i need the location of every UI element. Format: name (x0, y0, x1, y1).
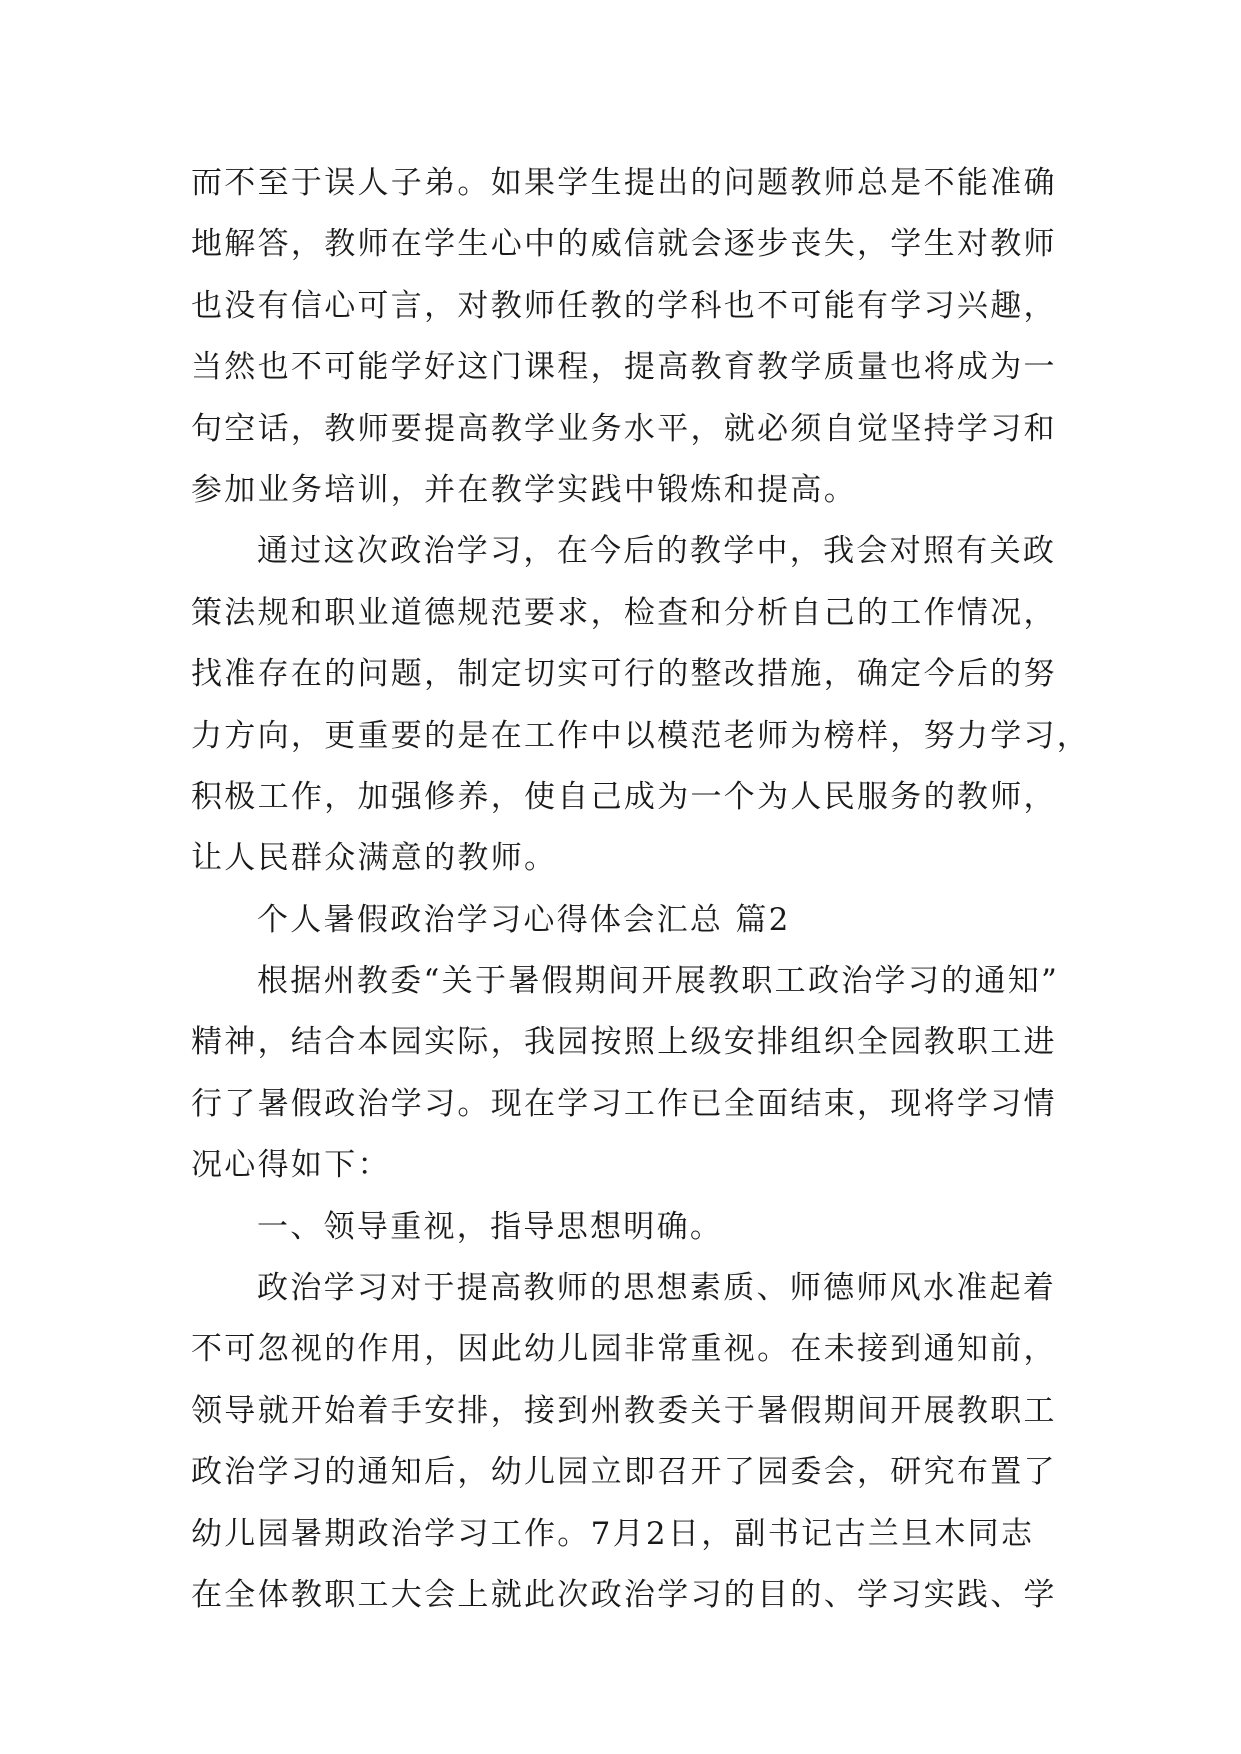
text-line: 精神，结合本园实际，我园按照上级安排组织全园教职工进 (191, 1024, 1057, 1061)
text-line: 在全体教职工大会上就此次政治学习的目的、学习实践、学 (191, 1576, 1057, 1613)
paragraph (191, 521, 1091, 889)
paragraph (191, 890, 1071, 951)
text-line: 幼儿园暑期政治学习工作。7月2日，副书记古兰旦木同志 (191, 1515, 1035, 1552)
paragraph (191, 951, 1071, 1197)
paragraph (191, 1197, 1071, 1258)
text-line: 根据州教委“关于暑假期间开展教职工政治学习的通知” (257, 963, 1060, 1000)
text-line: 找准存在的问题，制定切实可行的整改措施，确定今后的努 (191, 656, 1057, 693)
text-line: 积极工作，加强修养，使自己成为一个为人民服务的教师， (191, 778, 1057, 815)
text-line: 让人民群众满意的教师。 (191, 840, 558, 877)
text-line: 政治学习的通知后，幼儿园立即召开了园委会，研究布置了 (191, 1454, 1057, 1491)
paragraph (191, 153, 1071, 521)
document-page (191, 153, 1091, 1626)
text-line: 政治学习对于提高教师的思想素质、师德师风水准起着 (257, 1270, 1057, 1307)
text-line: 参加业务培训，并在教学实践中锻炼和提高。 (191, 471, 857, 508)
text-line: 一、领导重视，指导思想明确。 (257, 1208, 724, 1245)
text-line: 领导就开始着手安排，接到州教委关于暑假期间开展教职工 (191, 1392, 1057, 1429)
text-line: 行了暑假政治学习。现在学习工作已全面结束，现将学习情 (191, 1085, 1057, 1122)
text-line: 当然也不可能学好这门课程，提高教育教学质量也将成为一 (191, 349, 1057, 386)
text-line: 句空话，教师要提高教学业务水平，就必须自觉坚持学习和 (191, 410, 1057, 447)
text-line: 不可忽视的作用，因此幼儿园非常重视。在未接到通知前， (191, 1331, 1057, 1368)
text-line: 况心得如下： (191, 1147, 391, 1184)
text-line: 力方向，更重要的是在工作中以模范老师为榜样，努力学习， (191, 717, 1091, 754)
text-line: 个人暑假政治学习心得体会汇总 篇2 (257, 901, 791, 938)
text-line: 而不至于误人子弟。如果学生提出的问题教师总是不能准确 (191, 165, 1057, 201)
text-line: 也没有信心可言，对教师任教的学科也不可能有学习兴趣， (191, 287, 1057, 324)
text-line: 通过这次政治学习，在今后的教学中，我会对照有关政 (257, 533, 1057, 570)
text-line: 策法规和职业道德规范要求，检查和分析自己的工作情况， (191, 594, 1057, 631)
text-line: 地解答，教师在学生心中的威信就会逐步丧失，学生对教师 (191, 226, 1057, 263)
paragraph (191, 1258, 1071, 1626)
